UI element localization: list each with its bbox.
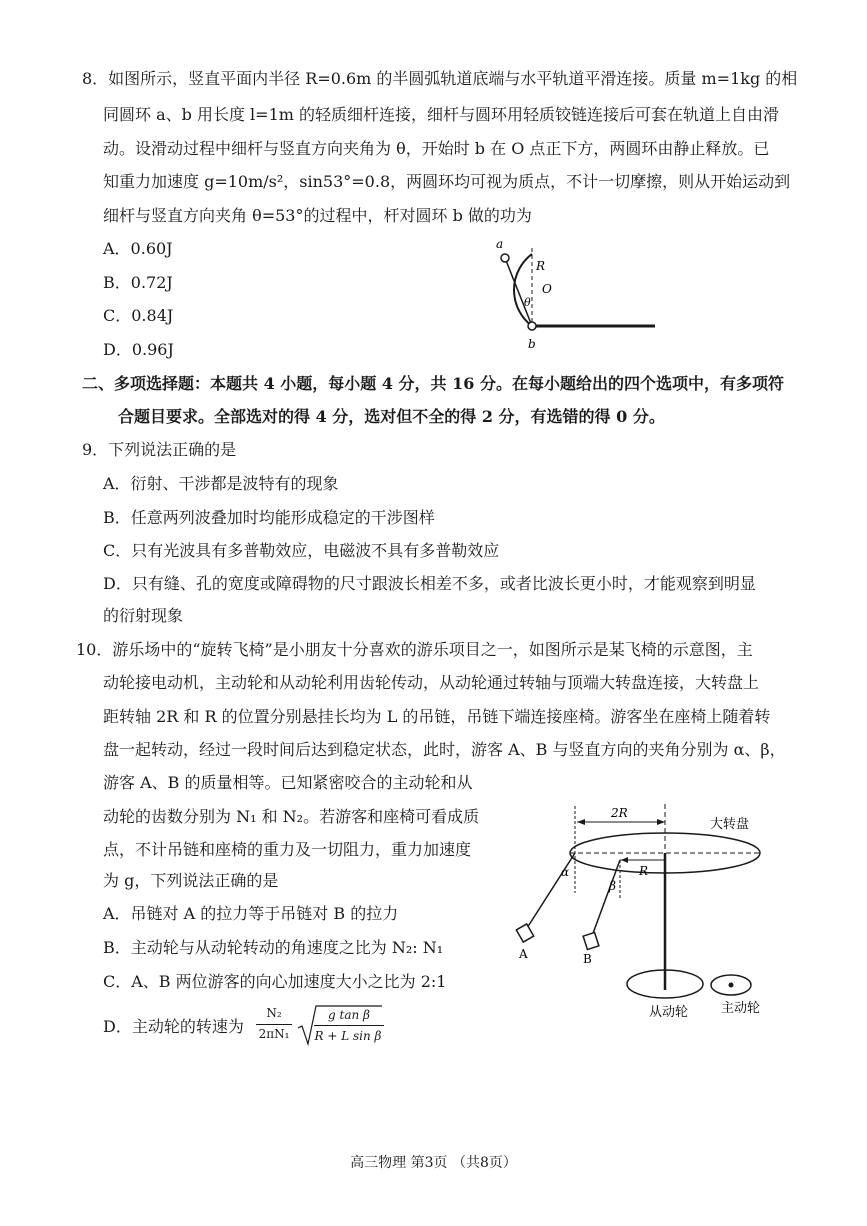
q8-line-1: 8．如图所示，竖直平面内半径 R=0.6m 的半圆弧轨道底端与水平轨道平滑连接。质量 m=1kg 的相 xyxy=(82,69,798,88)
label-r: R xyxy=(536,259,546,273)
q8-option-c: C．0.84J xyxy=(103,306,174,325)
semicircle-track xyxy=(514,254,532,326)
q8-option-b: B．0.72J xyxy=(103,273,173,292)
q9-option-b: B．任意两列波叠加时均能形成稳定的干涉图样 xyxy=(103,508,435,527)
q9-stem: 9．下列说法正确的是 xyxy=(82,440,237,459)
label-seat-a: A xyxy=(519,947,528,961)
q10-option-c: C．A、B 两位游客的向心加速度大小之比为 2:1 xyxy=(103,972,447,991)
section2-heading: 二、多项选择题：本题共 4 小题，每小题 4 分，共 16 分。在每小题给出的四个选项中，有多项符 xyxy=(82,374,784,393)
q10-line-3: 距转轴 2R 和 R 的位置分别悬挂长均为 L 的吊链，吊链下端连接座椅。游客坐在座椅上随着转 xyxy=(103,707,771,726)
q8-line-4: 知重力加速度 g=10m/s²，sin53°=0.8，两圆环均可视为质点，不计一切摩擦，则从开始运动到 xyxy=(103,172,791,191)
q10-option-b: B．主动轮与从动轮转动的角速度之比为 N₂: N₁ xyxy=(103,938,444,957)
q10-line-4: 盘一起转动，经过一段时间后达到稳定状态，此时，游客 A、B 与竖直方向的夹角分别为 α、β， xyxy=(103,740,786,759)
label-theta: θ xyxy=(524,296,531,309)
q10-line-7: 点，不计吊链和座椅的重力及一切阻力，重力加速度 xyxy=(103,840,472,859)
label-driver-wheel: 主动轮 xyxy=(721,1001,761,1016)
q10-line-1: 10．游乐场中的“旋转飞椅”是小朋友十分喜欢的游乐项目之一，如图所示是某飞椅的示意图，主 xyxy=(76,640,753,659)
q10-line-6: 动轮的齿数分别为 N₁ 和 N₂。若游客和座椅可看成质 xyxy=(103,807,480,826)
q8-option-a: A．0.60J xyxy=(103,239,173,258)
q10-line-8: 为 g，下列说法正确的是 xyxy=(103,871,279,890)
chain-b xyxy=(592,860,620,936)
sqrt-numerator: g tan β xyxy=(328,1008,370,1022)
label-a: a xyxy=(496,237,504,251)
q10-line-5: 游客 A、B 的质量相等。已知紧密咬合的主动轮和从 xyxy=(103,773,473,792)
formula-fraction-bar xyxy=(256,1024,292,1025)
label-big-turntable: 大转盘 xyxy=(710,817,750,832)
q10-option-d: D．主动轮的转速为 xyxy=(103,1017,244,1036)
label-alpha: α xyxy=(561,865,570,879)
q8-option-d: D．0.96J xyxy=(103,340,174,359)
label-b: b xyxy=(528,337,536,351)
q9-option-d: D．只有缝、孔的宽度或障碍物的尺寸跟波长相差不多，或者比波长更小时，才能观察到明显 xyxy=(103,574,756,593)
page-footer: 高三物理 第3页 （共8页） xyxy=(350,1155,517,1171)
label-driven-wheel: 从动轮 xyxy=(649,1005,689,1020)
formula-numerator: N₂ xyxy=(266,1006,282,1020)
q10-flying-chair-figure xyxy=(505,798,775,1028)
q8-track-figure xyxy=(470,236,670,356)
q10-option-a: A．吊链对 A 的拉力等于吊链对 B 的拉力 xyxy=(103,904,399,923)
sqrt-fraction-bar xyxy=(314,1025,384,1026)
q10-line-2: 动轮接电动机，主动轮和从动轮利用齿轮传动，从动轮通过转轴与顶端大转盘连接，大转盘上 xyxy=(103,673,760,692)
label-r-small: R xyxy=(639,864,649,878)
label-o: O xyxy=(542,282,552,296)
ring-a xyxy=(501,254,509,262)
label-seat-b: B xyxy=(583,952,592,966)
seat-b xyxy=(583,932,599,949)
seat-a xyxy=(516,924,533,942)
section2-heading-cont: 合题目要求。全部选对的得 4 分，选对但不全的得 2 分，有选错的得 0 分。 xyxy=(118,407,665,426)
label-2r: 2R xyxy=(611,806,628,820)
label-beta: β xyxy=(609,879,616,893)
q9-option-d-cont: 的衍射现象 xyxy=(103,606,184,625)
ring-b xyxy=(528,322,536,330)
sqrt-denominator: R + L sin β xyxy=(314,1029,382,1043)
formula-denominator: 2πN₁ xyxy=(258,1027,290,1041)
q8-line-2: 同圆环 a、b 用长度 l=1m 的轻质细杆连接，细杆与圆环用轻质铰链连接后可套在轨道上自由滑 xyxy=(103,105,780,124)
q8-line-5: 细杆与竖直方向夹角 θ=53°的过程中，杆对圆环 b 做的功为 xyxy=(103,206,532,225)
q9-option-a: A．衍射、干涉都是波特有的现象 xyxy=(103,474,339,493)
q8-line-3: 动。设滑动过程中细杆与竖直方向夹角为 θ，开始时 b 在 O 点正下方，两圆环由静止释放。已 xyxy=(103,139,770,158)
q9-option-c: C．只有光波具有多普勒效应，电磁波不具有多普勒效应 xyxy=(103,541,500,560)
